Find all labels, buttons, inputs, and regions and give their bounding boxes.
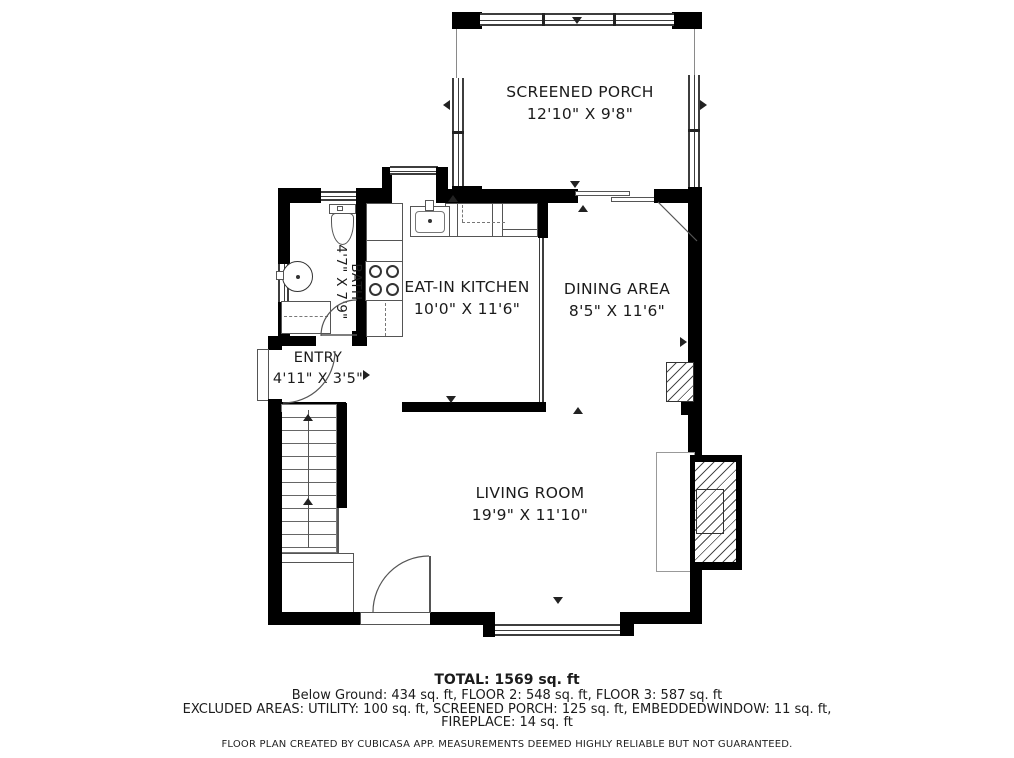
stair-center-line [308, 410, 309, 548]
room-name: DINING AREA [563, 280, 671, 298]
window-mullion [452, 131, 464, 134]
room-dims: 8'5" X 11'6" [568, 302, 666, 320]
front-door-panel [257, 349, 269, 401]
burner-icon [369, 265, 382, 278]
room-dims: 12'10" X 9'8" [526, 105, 634, 123]
room-label-dining [564, 278, 670, 322]
sliding-door-panel [611, 197, 657, 202]
sink-drain-icon [428, 219, 432, 223]
room-name: BATH [348, 263, 364, 301]
burner-icon [369, 283, 382, 296]
wall-bottom [268, 612, 360, 625]
burner-icon [386, 265, 399, 278]
bath-top-window [321, 191, 357, 201]
wall-segment [278, 203, 290, 264]
wall-right-lower [690, 568, 702, 614]
direction-marker [680, 337, 687, 347]
wall-stub [681, 402, 702, 415]
kitchen-dining-divider [539, 238, 544, 404]
wall-porch-corner-tl [452, 12, 482, 29]
wall-step [483, 612, 495, 637]
room-label-entry [273, 348, 363, 390]
living-room-window [495, 624, 622, 636]
embedded-window-hatch [666, 362, 694, 402]
faucet-icon [425, 200, 434, 211]
counter-line [367, 240, 402, 241]
room-label-screened-porch [506, 81, 654, 125]
porch-screen-edge [694, 29, 695, 75]
wall-stair-right [337, 403, 347, 508]
sink-drain-icon [296, 275, 300, 279]
room-name: LIVING ROOM [475, 484, 585, 502]
closet-shelf-line [284, 316, 328, 317]
appliance-line [503, 229, 537, 230]
floor-areas: Below Ground: 434 sq. ft, FLOOR 2: 548 sq. ft, FLOOR 3: 587 sq. ft [291, 688, 723, 703]
wall-porch-corner-tr [672, 12, 702, 29]
direction-marker [443, 100, 450, 110]
wall-segment [278, 336, 316, 346]
direction-marker [570, 181, 580, 188]
footer-summary [0, 672, 1014, 750]
counter-line [492, 204, 493, 236]
room-label-kitchen [404, 276, 529, 320]
toilet-button-icon [337, 206, 343, 211]
sliding-door-panel [575, 191, 630, 196]
closet-line [281, 562, 353, 563]
room-dims: 4'7" X 7'9" [333, 244, 349, 320]
excluded-areas-line1: EXCLUDED AREAS: UTILITY: 100 sq. ft, SCREENED PORCH: 125 sq. ft, EMBEDDEDWINDOW: 11 sq. ft, [182, 701, 832, 717]
direction-marker [578, 205, 588, 212]
kitchen-bay-window [390, 166, 438, 175]
wall-stub [538, 198, 548, 238]
excluded-areas-line2: FIREPLACE: 14 sq. ft [441, 715, 573, 730]
room-label-living [472, 482, 588, 526]
stair-up-arrow [303, 498, 313, 505]
burner-icon [386, 283, 399, 296]
wall-kitchen-living [402, 402, 546, 412]
wall-dining-right [688, 187, 702, 457]
door-leaf [429, 556, 431, 613]
faucet-icon [276, 271, 284, 280]
direction-marker [446, 396, 456, 403]
direction-marker [448, 195, 458, 202]
window-mullion [688, 129, 700, 132]
disclaimer: FLOOR PLAN CREATED BY CUBICASA APP. MEASUREMENTS DEEMED HIGHLY RELIABLE BUT NOT GUARANTEED. [221, 738, 793, 750]
room-name: SCREENED PORCH [506, 83, 654, 101]
direction-marker [700, 100, 707, 110]
room-name: ENTRY [293, 350, 343, 366]
cabinet-dash-line [462, 222, 505, 223]
window-mullion [613, 13, 616, 26]
direction-marker [572, 17, 582, 24]
wall-left [268, 412, 282, 625]
living-door-arc [373, 556, 429, 612]
room-dims: 4'11" X 3'5" [272, 371, 364, 387]
porch-screen-edge [456, 29, 457, 78]
room-label-bath [333, 244, 363, 319]
cabinet-dash-line [385, 298, 386, 336]
stair-up-arrow [303, 414, 313, 421]
counter-line [502, 204, 503, 236]
direction-marker [363, 370, 370, 380]
window-mullion [542, 13, 545, 26]
room-dims: 10'0" X 11'6" [413, 300, 521, 318]
room-dims: 19'9" X 11'10" [471, 506, 589, 524]
direction-marker [573, 407, 583, 414]
door-threshold [360, 612, 432, 625]
stair-rail-line [337, 508, 339, 554]
total-area: TOTAL: 1569 sq. ft [434, 672, 580, 688]
room-name: EAT-IN KITCHEN [404, 278, 530, 296]
staircase [281, 404, 337, 553]
wall-segment [278, 188, 321, 203]
counter-line [457, 204, 458, 236]
wall-segment [445, 189, 578, 203]
closet [281, 301, 331, 334]
toilet-bowl-icon [331, 213, 354, 245]
wall-segment [352, 331, 367, 346]
direction-marker [553, 597, 563, 604]
fireplace-insert [696, 489, 724, 534]
cabinet-dash-line [462, 205, 463, 222]
